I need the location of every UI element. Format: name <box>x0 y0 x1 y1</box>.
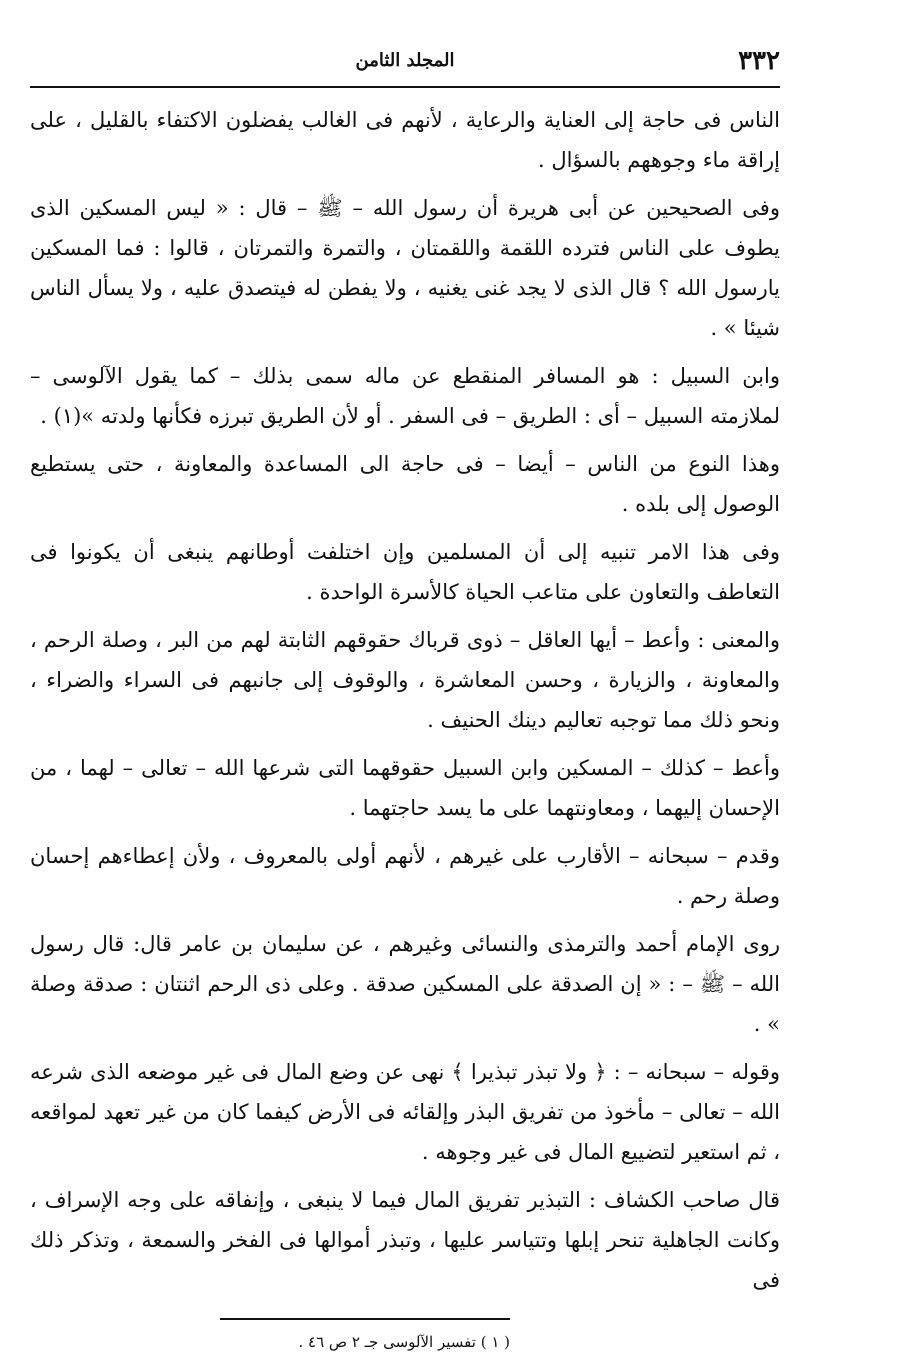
paragraph: روى الإمام أحمد والترمذى والنسائى وغيرهم ، عن سليمان بن عامر قال: قال رسول الله – ﷺ – : « إن الصدقة على المسكين صدقة . وعلى ذى الرحم اثنتان : صدقة وصلة » . <box>30 932 780 1036</box>
page-header <box>30 40 780 88</box>
running-title: المجلد الثامن <box>355 50 455 71</box>
page-number: ٣٣٢ <box>738 46 780 76</box>
paragraph: وقدم – سبحانه – الأقارب على غيرهم ، لأنهم أولى بالمعروف ، ولأن إعطاءهم إحسان وصلة رحم . <box>30 844 780 908</box>
paragraph: وقوله – سبحانه – : ﴿ ولا تبذر تبذيرا ﴾ نهى عن وضع المال فى غير موضعه الذى شرعه الله – تعالى – مأخوذ من تفريق البذر وإلقائه فى الأرض كيفما كان من غير تعهد لمواقعه ، ثم استعير لتضييع المال فى غير وجوهه . <box>30 1060 780 1164</box>
book-page <box>30 40 780 1351</box>
paragraph: وابن السبيل : هو المسافر المنقطع عن ماله سمى بذلك – كما يقول الآلوسى – لملازمته السبيل – أى : الطريق – فى السفر . أو لأن الطريق تبرزه فكأنها ولدته »(١) . <box>30 364 780 428</box>
paragraph: قال صاحب الكشاف : التبذير تفريق المال فيما لا ينبغى ، وإنفاقه على وجه الإسراف ، وكانت الجاهلية تنحر إبلها وتتياسر عليها ، وتبذر أموالها فى الفخر والسمعة ، وتذكر ذلك فى <box>30 1188 780 1292</box>
paragraph: والمعنى : وأعط – أيها العاقل – ذوى قرباك حقوقهم الثابتة لهم من البر ، وصلة الرحم ، والمعاونة ، والزيارة ، وحسن المعاشرة ، والوقوف إلى جانبهم فى السراء والضراء ، ونحو ذلك مما توجبه تعاليم دينك الحنيف . <box>30 628 780 732</box>
paragraph: وفى هذا الامر تنبيه إلى أن المسلمين وإن اختلفت أوطانهم ينبغى أن يكونوا فى التعاطف والتعاون على متاعب الحياة كالأسرة الواحدة . <box>30 540 780 604</box>
paragraph: الناس فى حاجة إلى العناية والرعاية ، لأنهم فى الغالب يفضلون الاكتفاء بالقليل ، على إراقة ماء وجوههم بالسؤال . <box>30 108 780 172</box>
paragraph: وأعط – كذلك – المسكين وابن السبيل حقوقهما التى شرعها الله – تعالى – لهما ، من الإحسان إليهما ، ومعاونتهما على ما يسد حاجتهما . <box>30 756 780 820</box>
footnote-divider <box>220 1318 510 1320</box>
body-text <box>30 100 780 1300</box>
footnote: ( ١ ) تفسير الآلوسى جـ ٢ ص ٤٦ . <box>298 1333 510 1351</box>
paragraph: وفى الصحيحين عن أبى هريرة أن رسول الله – ﷺ – قال : « ليس المسكين الذى يطوف على الناس فترده اللقمة واللقمتان ، والتمرة والتمرتان ، قالوا : فما المسكين يارسول الله ؟ قال الذى لا يجد غنى يغنيه ، ولا يفطن له فيتصدق عليه ، ولا يسأل الناس شيئا » . <box>30 196 780 340</box>
paragraph: وهذا النوع من الناس – أيضا – فى حاجة الى المساعدة والمعاونة ، حتى يستطيع الوصول إلى بلده . <box>30 452 780 516</box>
